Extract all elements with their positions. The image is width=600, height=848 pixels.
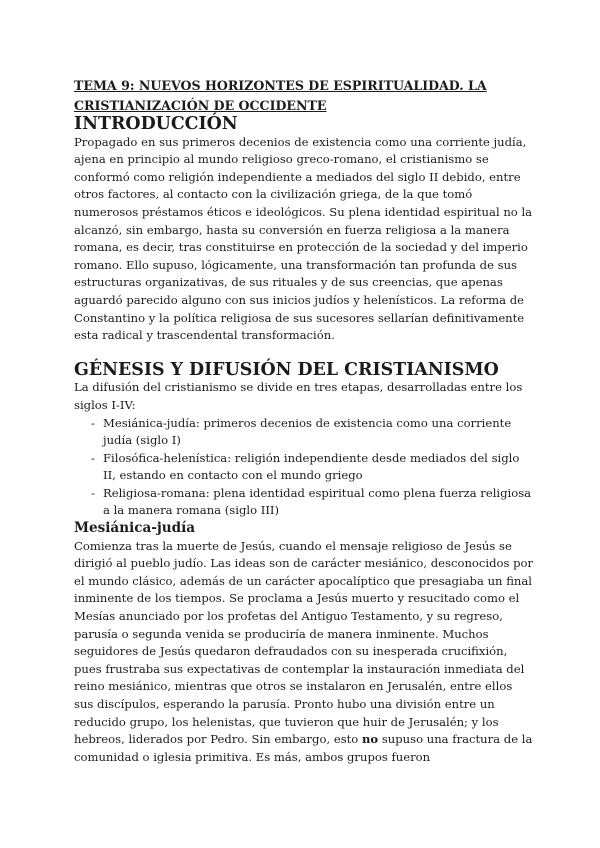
- subsection-heading-mesianica: Mesiánica-judía: [74, 520, 196, 537]
- section-heading-introduccion: INTRODUCCIÓN: [74, 114, 238, 134]
- list-item: - Religiosa-romana: plena identidad espiritual como plena fuerza religiosa a la manera romana (siglo III): [74, 485, 534, 520]
- paragraph-text: Comienza tras la muerte de Jesús, cuando el mensaje religioso de Jesús se dirigió al pueblo judío. Las ideas son de carácter mesiánico, desconocidos por el mundo clásico, además de un carácter apocalíptico que presagiaba un final inminente de los tiempos. Se proclama a Jesús muerto y resucitado como el Mesías anunciado por los profetas del Antiguo Testamento, y su regreso, parusía o segunda venida se produciría de manera inminente. Muchos seguidores de Jesús quedaron defraudados con su inesperada crucifixión, pues frustraba sus expectativas de contemplar la instauración inmediata del reino mesiánico, mientras que otros se instalaron en Jerusalén, entre ellos sus discípulos, esperando la parusía. Pronto hubo una división entre un reducido grupo, los helenistas, que tuvieron que huir de Jerusalén; y los hebreos, liderados por Pedro. Sin embargo, esto: [74, 538, 534, 747]
- introduccion-paragraph: Propagado en sus primeros decenios de existencia como una corriente judía, ajena en principio al mundo religioso greco-romano, el cristianismo se conformó como religión independiente a mediados del siglo II debido, entre otros factores, al contacto con la civilización griega, de la que tomó numerosos préstamos éticos e ideológicos. Su plena identidad espiritual no la alcanzó, sin embargo, hasta su conversión en fuerza religiosa a la manera romana, es decir, tras constituirse en protección de la sociedad y del imperio romano. Ello supuso, lógicamente, una transformación tan profunda de sus estructuras organizativas, de sus rituales y de sus creencias, que apenas aguardó parecido alguno con sus inicios judíos y helenísticos. La reforma de Constantino y la política religiosa de sus sucesores sellarían definitivamente esta radical y trascendental transformación.: [74, 134, 533, 343]
- document-page: [74, 76, 534, 766]
- section-heading-genesis: GÉNESIS Y DIFUSIÓN DEL CRISTIANISMO: [74, 359, 499, 380]
- genesis-paragraph: La difusión del cristianismo se divide en tres etapas, desarrolladas entre los siglos I-IV:: [74, 380, 523, 412]
- list-item: - Mesiánica-judía: primeros decenios de existencia como una corriente judía (siglo I): [74, 415, 534, 450]
- mesianica-paragraph: [74, 538, 534, 767]
- document-title: TEMA 9: NUEVOS HORIZONTES DE ESPIRITUALIDAD. LA CRISTIANIZACIÓN DE OCCIDENTE: [74, 78, 487, 113]
- bold-emphasis: no: [361, 732, 379, 747]
- list-item: - Filosófica-helenística: religión independiente desde mediados del siglo II, estando en contacto con el mundo griego: [74, 450, 534, 485]
- etapas-list: [74, 415, 534, 521]
- paragraph-text: supuso una fractura de la comunidad o iglesia primitiva. Es más, ambos grupos fueron: [74, 732, 533, 764]
